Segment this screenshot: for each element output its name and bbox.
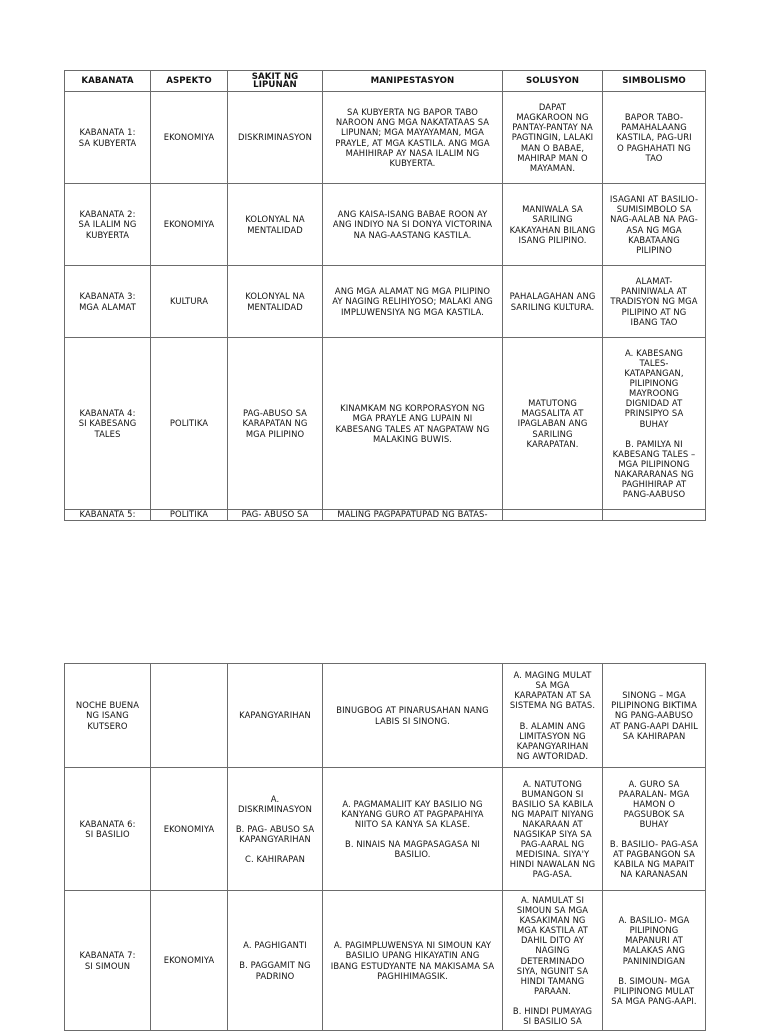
cell-text-line: NAKARARANAS NG	[614, 468, 694, 479]
cell-kabanata	[65, 184, 151, 266]
cell-text-line: KASAKIMAN NG	[519, 915, 586, 926]
cell-text-line: AT PAGBANGON SA	[613, 849, 695, 860]
cell-text-line: PILIPINONG BIKTIMA	[611, 700, 697, 711]
cell-manipestasyon	[323, 510, 503, 521]
cell-text-line	[232, 814, 318, 824]
cell-text-line: NIITO SA KANYA SA KLASE.	[354, 818, 471, 829]
cell-text-line: KABANATA 5:	[79, 509, 136, 519]
cell-text-line: NA KARANASAN	[620, 869, 688, 880]
cell-text-line: KASTILA, PAG-URI	[616, 132, 692, 143]
cell-text-line: NAROON ANG MGA NAKATATAAS SA	[335, 117, 490, 128]
cell-text-line: MENTALIDAD	[247, 301, 303, 312]
cell-text-line: SA KUBYERTA NG BAPOR TABO	[347, 107, 478, 118]
cell-text-line	[607, 829, 701, 839]
cell-text-line: ANG KAISA-ISANG BABAE ROON AY	[337, 209, 488, 220]
cell-simbolismo	[603, 768, 706, 891]
cell-text-line	[327, 829, 498, 839]
cell-text-line: SI BASILIO	[85, 829, 130, 839]
cell-text-line	[507, 510, 598, 520]
cell-text-line: A. BASILIO- MGA	[618, 915, 690, 926]
cell-text-line: IMPLUWENSIYA NG MGA KASTILA.	[340, 306, 484, 317]
cell-sakit	[228, 184, 323, 266]
table-row	[65, 338, 706, 510]
cell-text-line: HINDI TAMANG	[520, 975, 585, 986]
cell-text-line: PANININDIGAN	[622, 955, 686, 966]
cell-text-line: SA KAHIRAPAN	[622, 730, 686, 741]
cell-text-line: TAO	[645, 152, 663, 163]
cell-text-line: SI KABESANG	[78, 418, 137, 429]
cell-text-line: PAGHIHIRAP AT	[621, 478, 687, 489]
cell-text-line: PAG- ABUSO SA	[241, 509, 309, 519]
table-1-body	[65, 92, 706, 521]
cell-text-line	[607, 966, 701, 976]
cell-text-line: AY NAGING RELIHIYOSO; MALAKI ANG	[332, 296, 493, 307]
cell-text-line: KABILA NG MAPAIT	[613, 859, 695, 870]
cell-text-line: A. PAGMAMALIIT KAY BASILIO NG	[342, 798, 483, 809]
cell-solusyon	[503, 184, 603, 266]
cell-text-line: PILIPINONG MULAT	[613, 985, 695, 996]
cell-kabanata	[65, 266, 151, 338]
cell-text-line: KANYANG GURO AT PAGPAPAHIYA	[341, 808, 484, 819]
cell-text-line: ALAMAT-	[635, 276, 673, 287]
cell-text-line: PILIPINO	[636, 244, 672, 255]
cell-text-line: BASILIO.	[394, 849, 431, 860]
cell-text-line: DIGNIDAD AT	[625, 398, 683, 409]
cell-text-line	[507, 711, 598, 721]
cell-text-line: KOLONYAL NA	[245, 214, 305, 225]
cell-text-line: KAPANGYARIHAN	[239, 834, 311, 845]
cell-text-line: ISANG PILIPINO.	[518, 234, 587, 245]
cell-text-line: KABESANG TALES –	[612, 448, 696, 459]
cell-text-line: KARAPATAN.	[526, 438, 579, 449]
cell-text-line: SARILING KULTURA.	[510, 301, 595, 312]
cell-text-line: SA ILALIM NG	[78, 219, 137, 230]
cell-kabanata	[65, 768, 151, 891]
literature-table-2	[64, 663, 706, 1031]
cell-simbolismo	[603, 92, 706, 184]
cell-text-line: KABANATA 2:	[79, 209, 136, 220]
cell-text-line: PAGHIHIMAGSIK.	[377, 970, 448, 981]
cell-text-line: KABANATA 3:	[79, 291, 136, 302]
cell-simbolismo	[603, 266, 706, 338]
cell-text-line: SI SIMOUN	[84, 960, 131, 971]
cell-simbolismo	[603, 891, 706, 1031]
cell-text-line: MGA PRAYLE ANG LUPAIN NI	[352, 413, 473, 424]
cell-manipestasyon	[323, 266, 503, 338]
header-simbolismo: SIMBOLISMO	[603, 71, 706, 92]
cell-text-line: KATAPANGAN,	[624, 368, 684, 379]
cell-text-line: MALAKAS ANG	[622, 945, 686, 956]
cell-text-line	[232, 844, 318, 854]
cell-text-line: SIMOUN SA MGA	[516, 905, 589, 916]
cell-text-line: O PAGHAHATI NG	[617, 142, 691, 153]
cell-sakit	[228, 768, 323, 891]
cell-text-line: KINAMKAM NG KORPORASYON NG	[340, 403, 485, 414]
cell-text-line: B. NINAIS NA MAGPASAGASA NI	[344, 839, 480, 850]
cell-text-line	[607, 510, 701, 520]
cell-text-line: A. NATUTONG	[522, 778, 583, 789]
table-row	[65, 92, 706, 184]
cell-text-line: IBANG TAO	[630, 316, 678, 327]
cell-text-line: ANG INDIYO NA SI DONYA VICTORINA	[332, 219, 493, 230]
cell-text-line: MALING PAGPAPATUPAD NG BATAS-	[337, 509, 488, 519]
cell-text-line: KARAPATAN AT SA	[514, 690, 591, 701]
cell-text-line: KABATAANG	[628, 234, 680, 245]
cell-text-line: MEDISINA. SIYA'Y	[515, 849, 590, 860]
cell-solusyon	[503, 92, 603, 184]
cell-text-line: PAARALAN- MGA	[618, 788, 690, 799]
cell-text-line: B. PAMILYA NI	[625, 438, 683, 449]
cell-text-line: KABANATA 6:	[79, 818, 136, 829]
cell-text-line: PILIPINO AT NG	[621, 306, 687, 317]
cell-solusyon	[503, 768, 603, 891]
cell-text-line: PAG-ASA.	[532, 869, 573, 880]
cell-text-line: KAPANGYARIHAN	[239, 710, 311, 721]
cell-sakit	[228, 664, 323, 768]
cell-sakit	[228, 338, 323, 510]
cell-text-line: EKONOMIYA	[163, 955, 215, 966]
cell-text-line: PRINSIPYO SA	[624, 408, 684, 419]
cell-text-line: PANINIWALA AT	[620, 286, 687, 297]
cell-text-line: NOCHE BUENA	[75, 700, 140, 711]
cell-text-line: B. BASILIO- PAG-ASA	[609, 839, 699, 850]
cell-text-line: LABIS SI SINONG.	[375, 715, 450, 726]
cell-manipestasyon	[323, 891, 503, 1031]
cell-text-line: MAHIRAP MAN O	[517, 152, 588, 163]
cell-text-line: KARAPATAN NG	[242, 418, 308, 429]
cell-text-line: KULTURA	[169, 296, 209, 307]
cell-text-line: PAHALAGAHAN ANG	[509, 291, 596, 302]
cell-text-line: KAKAYAHAN BILANG	[509, 224, 596, 235]
cell-text-line: ISAGANI AT BASILIO-	[609, 194, 699, 205]
cell-text-line: NG MAPAIT NIYANG	[511, 808, 594, 819]
cell-text-line: MAN O BABAE,	[520, 142, 585, 153]
cell-text-line: MANIWALA SA	[522, 204, 583, 215]
cell-text-line: BUHAY	[639, 818, 669, 829]
cell-text-line: SARILING	[532, 214, 573, 225]
cell-text-line: KUTSERO	[87, 720, 128, 731]
cell-kabanata	[65, 891, 151, 1031]
cell-text-line: IBANG ESTUDYANTE NA MAKISAMA SA	[330, 960, 495, 971]
cell-text-line: SISTEMA NG BATAS.	[509, 700, 596, 711]
cell-text-line: EKONOMIYA	[163, 132, 215, 143]
table-row	[65, 510, 706, 521]
cell-text-line: PILIPINONG	[629, 925, 679, 936]
cell-text-line	[507, 996, 598, 1006]
cell-text-line: NAG-AALAB NA PAG-	[610, 214, 698, 225]
cell-text-line: DAPAT	[538, 102, 567, 113]
cell-aspekto	[151, 510, 228, 521]
cell-text-line: C. KAHIRAPAN	[245, 854, 305, 865]
cell-text-line: NG AWTORIDAD.	[516, 750, 589, 761]
cell-text-line: PANTAY-PANTAY NA	[512, 122, 593, 133]
cell-simbolismo	[603, 510, 706, 521]
cell-text-line: KUBYERTA.	[389, 157, 436, 168]
cell-text-line: TALES-	[639, 357, 669, 368]
table-row	[65, 184, 706, 266]
cell-manipestasyon	[323, 92, 503, 184]
cell-solusyon	[503, 664, 603, 768]
cell-text-line: B. PAG- ABUSO SA	[235, 823, 315, 834]
cell-solusyon	[503, 266, 603, 338]
cell-text-line: SARILING	[532, 428, 573, 439]
cell-text-line: MGA PILIPINONG	[618, 458, 690, 469]
cell-text-line: DISKRIMINASYON	[238, 132, 312, 143]
cell-text-line: MGA PILIPINO	[245, 428, 305, 439]
cell-text-line: SA MGA PANG-AAPI.	[611, 995, 697, 1006]
cell-text-line: PADRINO	[255, 970, 295, 981]
cell-aspekto	[151, 92, 228, 184]
header-aspekto: ASPEKTO	[151, 71, 228, 92]
cell-sakit	[228, 510, 323, 521]
cell-text-line: LIPUNAN; MGA MAYAYAMAN, MGA	[341, 127, 484, 138]
cell-text-line	[155, 711, 223, 721]
table-row	[65, 768, 706, 891]
cell-text-line: KABANATA 4:	[79, 408, 136, 419]
cell-simbolismo	[603, 664, 706, 768]
cell-kabanata	[65, 92, 151, 184]
cell-text-line: EKONOMIYA	[163, 219, 215, 230]
cell-manipestasyon	[323, 768, 503, 891]
cell-solusyon	[503, 510, 603, 521]
header-kabanata: KABANATA	[65, 71, 151, 92]
cell-text-line: MAHIHIRAP AY NASA ILALIM NG	[345, 147, 480, 158]
cell-text-line: KUBYERTA	[85, 229, 130, 240]
cell-text-line: PAGTINGIN, LALAKI	[511, 132, 594, 143]
cell-aspekto	[151, 891, 228, 1031]
cell-text-line: MAGKAROON NG	[516, 112, 589, 123]
literature-table-1	[64, 70, 706, 521]
cell-text-line: SA KUBYERTA	[78, 137, 137, 148]
cell-text-line: BINUGBOG AT PINARUSAHAN NANG	[336, 705, 489, 716]
cell-text-line: MGA KASTILA AT	[517, 925, 588, 936]
cell-manipestasyon	[323, 338, 503, 510]
cell-text-line: A. PAGIMPLUWENSYA NI SIMOUN KAY	[333, 940, 492, 951]
cell-text-line: KAPANGYARIHAN	[516, 740, 589, 751]
cell-text-line: PAG-ABUSO SA	[243, 408, 307, 419]
cell-text-line: BUHAY	[639, 418, 669, 429]
header-manipestasyon: MANIPESTASYON	[323, 71, 503, 92]
cell-text-line: DISKRIMINASYON	[238, 803, 312, 814]
cell-text-line: SINONG – MGA	[622, 690, 686, 701]
cell-text-line: POLITIKA	[169, 509, 209, 519]
cell-text-line: HAMON O	[632, 798, 676, 809]
cell-kabanata	[65, 664, 151, 768]
table-header-row	[65, 71, 706, 92]
cell-manipestasyon	[323, 184, 503, 266]
cell-text-line: KABANATA 7:	[79, 950, 136, 961]
cell-sakit	[228, 92, 323, 184]
cell-text-line: A.	[270, 793, 280, 804]
cell-text-line: MAPANURI AT	[625, 935, 683, 946]
cell-text-line: NG PANG-AABUSO	[614, 710, 694, 721]
cell-text-line: SA MGA	[535, 680, 570, 691]
cell-text-line: DAHIL DITO AY	[521, 935, 584, 946]
cell-text-line: A. GURO SA	[628, 778, 680, 789]
cell-aspekto	[151, 338, 228, 510]
cell-kabanata	[65, 510, 151, 521]
cell-sakit	[228, 891, 323, 1031]
cell-text-line: MALAKING BUWIS.	[372, 433, 453, 444]
cell-text-line: ASA NG MGA	[626, 224, 682, 235]
cell-aspekto	[151, 266, 228, 338]
cell-simbolismo	[603, 338, 706, 510]
cell-text-line: NAGSIKAP SIYA SA	[513, 829, 592, 839]
cell-text-line: LIMITASYON NG	[519, 730, 586, 741]
cell-text-line: NAKARAAN AT	[522, 818, 583, 829]
cell-text-line: BASILIO UPANG HIKAYATIN ANG	[345, 950, 480, 961]
cell-text-line: BUMANGON SI	[521, 788, 584, 799]
table-row	[65, 266, 706, 338]
cell-aspekto	[151, 664, 228, 768]
cell-text-line: SUMISIMBOLO SA	[616, 204, 692, 215]
cell-text-line: KOLONYAL NA	[245, 291, 305, 302]
cell-aspekto	[151, 184, 228, 266]
cell-text-line: MGA ALAMAT	[79, 301, 136, 312]
cell-text-line: EKONOMIYA	[163, 823, 215, 834]
cell-text-line: A. MAGING MULAT	[513, 670, 592, 681]
cell-text-line: POLITIKA	[169, 418, 209, 429]
cell-text-line: IPAGLABAN ANG	[517, 418, 588, 429]
cell-text-line: DETERMINADO	[520, 955, 585, 966]
header-sakit-ng-lipunan: SAKIT NG LIPUNAN	[228, 71, 323, 92]
cell-text-line: MAGSALITA AT	[521, 408, 584, 419]
cell-aspekto	[151, 768, 228, 891]
cell-text-line: A. KABESANG	[624, 347, 684, 358]
cell-text-line: PILIPINONG	[629, 378, 679, 389]
cell-text-line: NA NAG-AASTANG KASTILA.	[353, 229, 472, 240]
cell-text-line: B. SIMOUN- MGA	[618, 975, 690, 986]
cell-text-line: B. PAGGAMIT NG	[239, 960, 311, 971]
table-2-body	[65, 664, 706, 1031]
cell-text-line: HINDI NAWALAN NG	[509, 859, 596, 870]
cell-text-line: A. PAGHIGANTI	[243, 940, 307, 951]
header-solusyon: SOLUSYON	[503, 71, 603, 92]
cell-text-line: MAYAMAN.	[529, 162, 576, 173]
cell-text-line: SI BASILIO SA	[523, 1015, 582, 1026]
cell-text-line: KABANATA 1:	[79, 127, 136, 138]
cell-text-line: B. ALAMIN ANG	[519, 720, 586, 731]
cell-text-line: TRADISYON NG MGA	[610, 296, 698, 307]
cell-text-line: KABESANG TALES AT NAGPATAW NG	[335, 423, 490, 434]
cell-text-line: BAPOR TABO-	[624, 112, 684, 123]
cell-text-line: PRAYLE, AT MGA KASTILA. ANG MGA	[335, 137, 490, 148]
cell-solusyon	[503, 891, 603, 1031]
cell-text-line: A. NAMULAT SI	[520, 894, 585, 905]
cell-text-line: TALES	[94, 428, 121, 439]
cell-kabanata	[65, 338, 151, 510]
cell-text-line: BASILIO SA KABILA	[511, 798, 594, 809]
cell-solusyon	[503, 338, 603, 510]
cell-sakit	[228, 266, 323, 338]
cell-text-line: MATUTONG	[528, 398, 577, 409]
cell-text-line	[607, 429, 701, 439]
cell-text-line: PARAAN.	[533, 985, 572, 996]
cell-text-line: ANG MGA ALAMAT NG MGA PILIPINO	[334, 286, 491, 297]
cell-text-line: PAG-AARAL NG	[520, 839, 585, 850]
cell-text-line: AT PANG-AAPI DAHIL	[610, 720, 698, 731]
cell-text-line: B. HINDI PUMAYAG	[512, 1005, 593, 1016]
table-row	[65, 664, 706, 768]
cell-text-line	[232, 950, 318, 960]
cell-text-line: PAMAHALAANG	[621, 122, 687, 133]
cell-text-line: SIYA, NGUNIT SA	[516, 965, 589, 976]
cell-simbolismo	[603, 184, 706, 266]
cell-text-line: NAGING	[535, 945, 570, 956]
table-row	[65, 891, 706, 1031]
cell-text-line: MAYROONG	[629, 388, 679, 399]
cell-text-line: PAGSUBOK SA	[623, 808, 685, 819]
cell-text-line: NG ISANG	[86, 710, 129, 721]
cell-text-line: MENTALIDAD	[247, 224, 303, 235]
cell-manipestasyon	[323, 664, 503, 768]
cell-text-line: PANG-AABUSO	[622, 489, 686, 500]
